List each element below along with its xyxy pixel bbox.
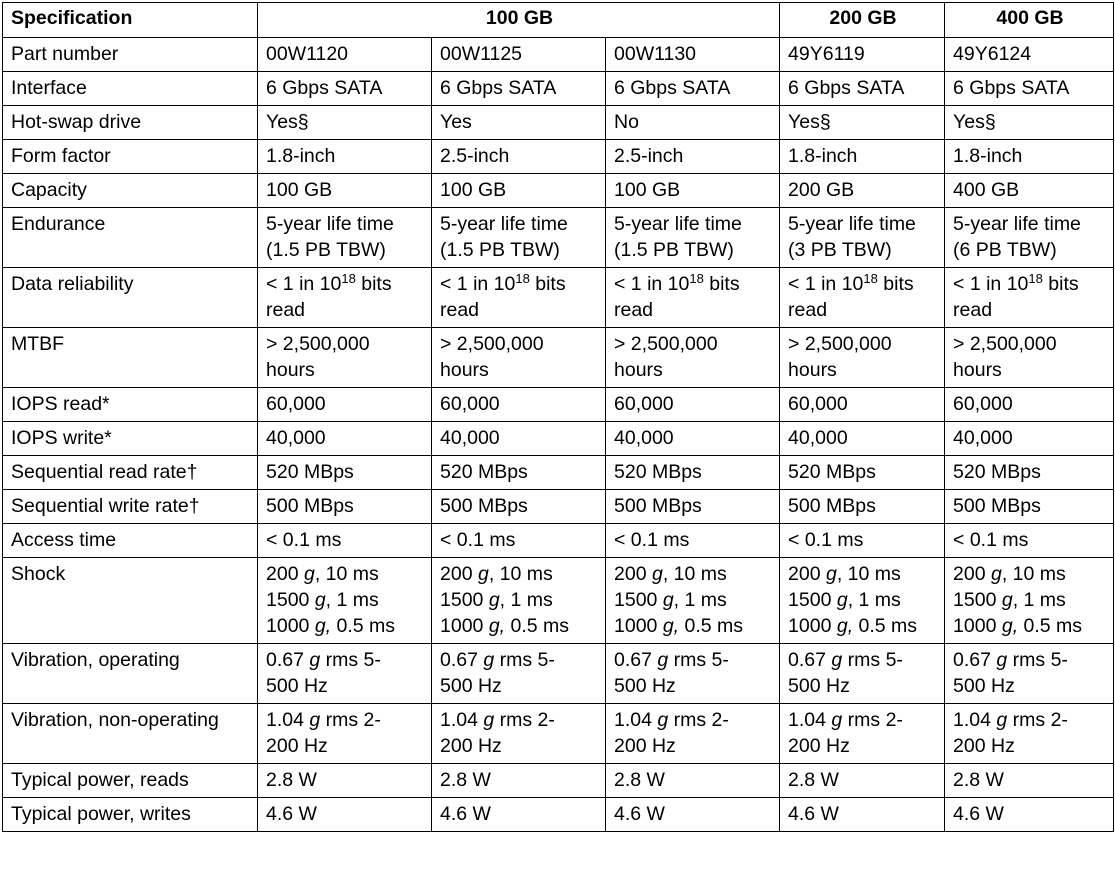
table-cell	[780, 558, 945, 644]
table-cell: 520 MBps	[258, 456, 432, 490]
g-unit: g	[996, 649, 1008, 671]
g-unit: g	[651, 563, 663, 585]
table-row	[3, 268, 1114, 328]
row-label: Data reliability	[3, 268, 258, 328]
table-cell	[606, 704, 780, 764]
table-cell	[945, 268, 1114, 328]
table-cell: 500 MBps	[945, 490, 1114, 524]
cell-text: rms 2-	[1007, 709, 1068, 731]
table-cell: 60,000	[945, 388, 1114, 422]
table-cell: 40,000	[945, 422, 1114, 456]
cell-line	[266, 707, 425, 733]
table-cell: 4.6 W	[606, 798, 780, 832]
g-unit: g	[488, 589, 500, 611]
cell-line: (1.5 PB TBW)	[440, 239, 560, 261]
cell-line	[614, 271, 773, 297]
cell-line	[266, 733, 425, 759]
table-cell: 520 MBps	[606, 456, 780, 490]
table-cell: < 0.1 ms	[945, 524, 1114, 558]
header-row	[3, 3, 1114, 38]
cell-text: 0.67	[614, 649, 658, 671]
header-400gb: 400 GB	[945, 3, 1114, 38]
table-cell	[606, 328, 780, 388]
table-cell: 100 GB	[432, 174, 606, 208]
g-unit: g	[996, 709, 1008, 731]
cell-line	[266, 673, 425, 699]
reliability-prefix: < 1 in 10	[788, 273, 864, 295]
table-row	[3, 704, 1114, 764]
row-label: MTBF	[3, 328, 258, 388]
row-label: IOPS read*	[3, 388, 258, 422]
specification-table	[2, 2, 1114, 832]
cell-line	[614, 733, 773, 759]
table-cell	[606, 208, 780, 268]
cell-text: 1000	[266, 615, 315, 637]
table-cell: 400 GB	[945, 174, 1114, 208]
g-unit: g,	[314, 615, 332, 637]
g-unit: g	[309, 709, 321, 731]
table-row	[3, 490, 1114, 524]
cell-line	[953, 733, 1107, 759]
cell-text: 0.67	[953, 649, 997, 671]
cell-text: 200	[953, 563, 991, 585]
table-cell	[432, 328, 606, 388]
cell-text: 1.04	[266, 709, 310, 731]
cell-text: , 10 ms	[488, 563, 553, 585]
cell-line: > 2,500,000	[266, 333, 370, 355]
g-unit: g,	[1001, 615, 1019, 637]
cell-line	[953, 587, 1107, 613]
cell-text: rms 5-	[494, 649, 555, 671]
table-row	[3, 106, 1114, 140]
table-cell: 100 GB	[606, 174, 780, 208]
row-label: Sequential write rate†	[3, 490, 258, 524]
table-cell: 40,000	[258, 422, 432, 456]
table-row	[3, 798, 1114, 832]
table-cell: 00W1125	[432, 38, 606, 72]
header-200gb: 200 GB	[780, 3, 945, 38]
cell-line	[440, 613, 599, 639]
cell-line	[614, 613, 773, 639]
cell-text: rms 2-	[668, 709, 729, 731]
cell-line	[953, 613, 1107, 639]
g-unit: g	[657, 709, 669, 731]
g-unit: g	[303, 563, 315, 585]
cell-line: read	[266, 299, 306, 321]
g-unit: g,	[662, 615, 680, 637]
reliability-prefix: < 1 in 10	[266, 273, 342, 295]
cell-line	[266, 647, 425, 673]
cell-line	[788, 561, 938, 587]
cell-line: 5-year life time	[614, 213, 742, 235]
cell-text: rms 2-	[494, 709, 555, 731]
table-cell: < 0.1 ms	[606, 524, 780, 558]
table-cell: 4.6 W	[432, 798, 606, 832]
cell-text: 1.04	[953, 709, 997, 731]
cell-text: 500 Hz	[614, 675, 676, 697]
cell-line: 5-year life time	[266, 213, 394, 235]
reliability-exponent: 18	[689, 271, 704, 286]
table-cell: 2.8 W	[606, 764, 780, 798]
cell-text: 0.5 ms	[505, 615, 570, 637]
table-row	[3, 388, 1114, 422]
table-cell	[258, 208, 432, 268]
cell-text: 500 Hz	[953, 675, 1015, 697]
table-row	[3, 208, 1114, 268]
row-label: Shock	[3, 558, 258, 644]
cell-line: 5-year life time	[788, 213, 916, 235]
table-row	[3, 140, 1114, 174]
table-cell: < 0.1 ms	[432, 524, 606, 558]
table-cell	[432, 268, 606, 328]
cell-line: (1.5 PB TBW)	[266, 239, 386, 261]
table-cell: 60,000	[606, 388, 780, 422]
table-row	[3, 422, 1114, 456]
cell-line: > 2,500,000	[788, 333, 892, 355]
table-cell	[606, 644, 780, 704]
cell-line	[266, 271, 425, 297]
cell-line	[440, 561, 599, 587]
cell-text: 1000	[440, 615, 489, 637]
cell-text: 1000	[614, 615, 663, 637]
cell-line: (1.5 PB TBW)	[614, 239, 734, 261]
cell-text: 0.5 ms	[331, 615, 396, 637]
table-cell: 00W1120	[258, 38, 432, 72]
g-unit: g	[1001, 589, 1013, 611]
cell-line	[614, 647, 773, 673]
row-label: Access time	[3, 524, 258, 558]
row-label: Interface	[3, 72, 258, 106]
cell-line: read	[614, 299, 654, 321]
cell-line: > 2,500,000	[614, 333, 718, 355]
table-cell: Yes§	[945, 106, 1114, 140]
row-label: Capacity	[3, 174, 258, 208]
cell-text: 1500	[266, 589, 315, 611]
cell-text: 200	[614, 563, 652, 585]
cell-text: 0.5 ms	[1018, 615, 1083, 637]
table-cell	[606, 268, 780, 328]
cell-text: 200	[440, 563, 478, 585]
table-body	[3, 38, 1114, 832]
table-cell	[945, 644, 1114, 704]
table-cell: 00W1130	[606, 38, 780, 72]
table-cell: 520 MBps	[432, 456, 606, 490]
table-cell: 1.8-inch	[258, 140, 432, 174]
table-cell: 40,000	[432, 422, 606, 456]
cell-line: read	[788, 299, 828, 321]
cell-line: hours	[953, 359, 1002, 381]
cell-text: rms 2-	[320, 709, 381, 731]
table-row	[3, 558, 1114, 644]
cell-line: hours	[440, 359, 489, 381]
reliability-exponent: 18	[863, 271, 878, 286]
cell-line: (3 PB TBW)	[788, 239, 892, 261]
table-cell: Yes§	[780, 106, 945, 140]
g-unit: g	[483, 709, 495, 731]
table-cell: No	[606, 106, 780, 140]
table-cell: 6 Gbps SATA	[945, 72, 1114, 106]
table-cell: 520 MBps	[780, 456, 945, 490]
row-label: Endurance	[3, 208, 258, 268]
table-cell	[258, 268, 432, 328]
cell-line: read	[440, 299, 480, 321]
reliability-suffix: bits	[1042, 273, 1079, 295]
table-cell	[945, 704, 1114, 764]
table-cell	[780, 208, 945, 268]
cell-line	[440, 647, 599, 673]
g-unit: g	[836, 589, 848, 611]
cell-line	[788, 613, 938, 639]
table-row	[3, 328, 1114, 388]
row-label: Sequential read rate†	[3, 456, 258, 490]
table-cell: 2.5-inch	[432, 140, 606, 174]
cell-line	[953, 561, 1107, 587]
cell-line	[953, 271, 1107, 297]
cell-text: 1500	[614, 589, 663, 611]
cell-text: 0.67	[266, 649, 310, 671]
cell-text: rms 5-	[320, 649, 381, 671]
cell-text: , 1 ms	[325, 589, 379, 611]
table-cell: < 0.1 ms	[258, 524, 432, 558]
table-cell	[780, 704, 945, 764]
table-cell: 4.6 W	[258, 798, 432, 832]
table-cell: 6 Gbps SATA	[780, 72, 945, 106]
cell-text: 500 Hz	[440, 675, 502, 697]
cell-line	[788, 733, 938, 759]
cell-text: 1.04	[788, 709, 832, 731]
cell-text: , 10 ms	[662, 563, 727, 585]
table-cell: 200 GB	[780, 174, 945, 208]
cell-line	[788, 707, 938, 733]
cell-line	[788, 587, 938, 613]
row-label: IOPS write*	[3, 422, 258, 456]
cell-line	[614, 561, 773, 587]
cell-text: 500 Hz	[788, 675, 850, 697]
g-unit: g	[483, 649, 495, 671]
cell-text: 1.04	[440, 709, 484, 731]
cell-text: 1500	[788, 589, 837, 611]
table-cell: 4.6 W	[780, 798, 945, 832]
table-cell: 500 MBps	[606, 490, 780, 524]
cell-text: 500 Hz	[266, 675, 328, 697]
table-cell: 500 MBps	[258, 490, 432, 524]
cell-line	[266, 561, 425, 587]
table-cell	[432, 644, 606, 704]
g-unit: g	[831, 709, 843, 731]
cell-line	[614, 707, 773, 733]
table-row	[3, 174, 1114, 208]
cell-line: 5-year life time	[953, 213, 1081, 235]
table-cell: 500 MBps	[432, 490, 606, 524]
row-label: Typical power, reads	[3, 764, 258, 798]
table-cell	[945, 558, 1114, 644]
table-cell: 6 Gbps SATA	[432, 72, 606, 106]
table-cell	[432, 208, 606, 268]
row-label: Hot-swap drive	[3, 106, 258, 140]
reliability-prefix: < 1 in 10	[953, 273, 1029, 295]
g-unit: g	[831, 649, 843, 671]
g-unit: g	[309, 649, 321, 671]
row-label: Vibration, operating	[3, 644, 258, 704]
table-cell	[258, 328, 432, 388]
table-cell: < 0.1 ms	[780, 524, 945, 558]
table-cell: 40,000	[780, 422, 945, 456]
cell-text: 1000	[788, 615, 837, 637]
table-row	[3, 764, 1114, 798]
table-cell: 520 MBps	[945, 456, 1114, 490]
g-unit: g	[314, 589, 326, 611]
table-cell: 60,000	[780, 388, 945, 422]
cell-line: hours	[266, 359, 315, 381]
reliability-prefix: < 1 in 10	[614, 273, 690, 295]
cell-text: rms 2-	[842, 709, 903, 731]
table-cell	[945, 208, 1114, 268]
cell-text: rms 5-	[668, 649, 729, 671]
cell-text: , 10 ms	[836, 563, 901, 585]
g-unit: g	[662, 589, 674, 611]
cell-text: , 1 ms	[847, 589, 901, 611]
cell-line	[266, 587, 425, 613]
cell-line: hours	[614, 359, 663, 381]
cell-text: , 10 ms	[314, 563, 379, 585]
table-cell	[780, 328, 945, 388]
g-unit: g	[990, 563, 1002, 585]
table-cell	[258, 558, 432, 644]
cell-line: > 2,500,000	[440, 333, 544, 355]
table-cell: 49Y6124	[945, 38, 1114, 72]
table-cell: Yes	[432, 106, 606, 140]
table-cell: 4.6 W	[945, 798, 1114, 832]
cell-line	[788, 271, 938, 297]
cell-text: 1.04	[614, 709, 658, 731]
table-cell: 2.8 W	[258, 764, 432, 798]
table-row	[3, 38, 1114, 72]
cell-text: 1000	[953, 615, 1002, 637]
table-cell	[606, 558, 780, 644]
g-unit: g	[657, 649, 669, 671]
table-cell	[780, 268, 945, 328]
g-unit: g,	[836, 615, 854, 637]
cell-text: 1500	[953, 589, 1002, 611]
table-cell	[432, 558, 606, 644]
cell-text: rms 5-	[1007, 649, 1068, 671]
row-label: Vibration, non-operating	[3, 704, 258, 764]
table-cell	[945, 328, 1114, 388]
cell-text: 0.67	[440, 649, 484, 671]
table-row	[3, 524, 1114, 558]
cell-line	[614, 673, 773, 699]
row-label: Form factor	[3, 140, 258, 174]
table-cell	[258, 704, 432, 764]
table-cell: 2.8 W	[780, 764, 945, 798]
cell-line	[440, 587, 599, 613]
cell-text: 200	[266, 563, 304, 585]
reliability-suffix: bits	[355, 273, 392, 295]
cell-line	[953, 707, 1107, 733]
table-cell: 49Y6119	[780, 38, 945, 72]
cell-text: 200 Hz	[266, 735, 328, 757]
cell-line: 5-year life time	[440, 213, 568, 235]
reliability-prefix: < 1 in 10	[440, 273, 516, 295]
cell-line: (6 PB TBW)	[953, 239, 1057, 261]
cell-text: 200 Hz	[440, 735, 502, 757]
header-100gb: 100 GB	[258, 3, 780, 38]
table-cell: 40,000	[606, 422, 780, 456]
cell-line: > 2,500,000	[953, 333, 1057, 355]
cell-text: , 1 ms	[1012, 589, 1066, 611]
cell-line	[953, 673, 1107, 699]
table-cell: 6 Gbps SATA	[606, 72, 780, 106]
table-cell: 2.8 W	[432, 764, 606, 798]
cell-line	[440, 733, 599, 759]
row-label: Typical power, writes	[3, 798, 258, 832]
cell-line	[440, 271, 599, 297]
table-cell: 2.5-inch	[606, 140, 780, 174]
reliability-exponent: 18	[341, 271, 356, 286]
header-specification: Specification	[3, 3, 258, 38]
cell-text: 0.5 ms	[853, 615, 918, 637]
table-cell	[780, 644, 945, 704]
reliability-suffix: bits	[703, 273, 740, 295]
cell-text: 0.5 ms	[679, 615, 744, 637]
table-row	[3, 72, 1114, 106]
cell-text: 200	[788, 563, 826, 585]
table-cell: 1.8-inch	[780, 140, 945, 174]
table-cell: 60,000	[258, 388, 432, 422]
reliability-suffix: bits	[877, 273, 914, 295]
table-cell: 6 Gbps SATA	[258, 72, 432, 106]
cell-line	[266, 613, 425, 639]
table-cell	[432, 704, 606, 764]
g-unit: g	[477, 563, 489, 585]
cell-text: 200 Hz	[953, 735, 1015, 757]
cell-text: , 10 ms	[1001, 563, 1066, 585]
table-row	[3, 644, 1114, 704]
reliability-exponent: 18	[515, 271, 530, 286]
reliability-suffix: bits	[529, 273, 566, 295]
table-cell: Yes§	[258, 106, 432, 140]
table-cell: 2.8 W	[945, 764, 1114, 798]
cell-text: 0.67	[788, 649, 832, 671]
g-unit: g,	[488, 615, 506, 637]
table-cell: 100 GB	[258, 174, 432, 208]
cell-line	[614, 587, 773, 613]
table-row	[3, 456, 1114, 490]
cell-line	[953, 647, 1107, 673]
table-cell: 500 MBps	[780, 490, 945, 524]
cell-line	[788, 673, 938, 699]
row-label: Part number	[3, 38, 258, 72]
cell-line	[440, 673, 599, 699]
cell-text: , 1 ms	[499, 589, 553, 611]
cell-text: 200 Hz	[614, 735, 676, 757]
cell-line	[440, 707, 599, 733]
table-cell	[258, 644, 432, 704]
cell-text: 1500	[440, 589, 489, 611]
cell-text: rms 5-	[842, 649, 903, 671]
cell-line: hours	[788, 359, 837, 381]
cell-text: , 1 ms	[673, 589, 727, 611]
table-cell: 60,000	[432, 388, 606, 422]
table-cell: 1.8-inch	[945, 140, 1114, 174]
reliability-exponent: 18	[1028, 271, 1043, 286]
g-unit: g	[825, 563, 837, 585]
cell-line: read	[953, 299, 993, 321]
cell-line	[788, 647, 938, 673]
cell-text: 200 Hz	[788, 735, 850, 757]
